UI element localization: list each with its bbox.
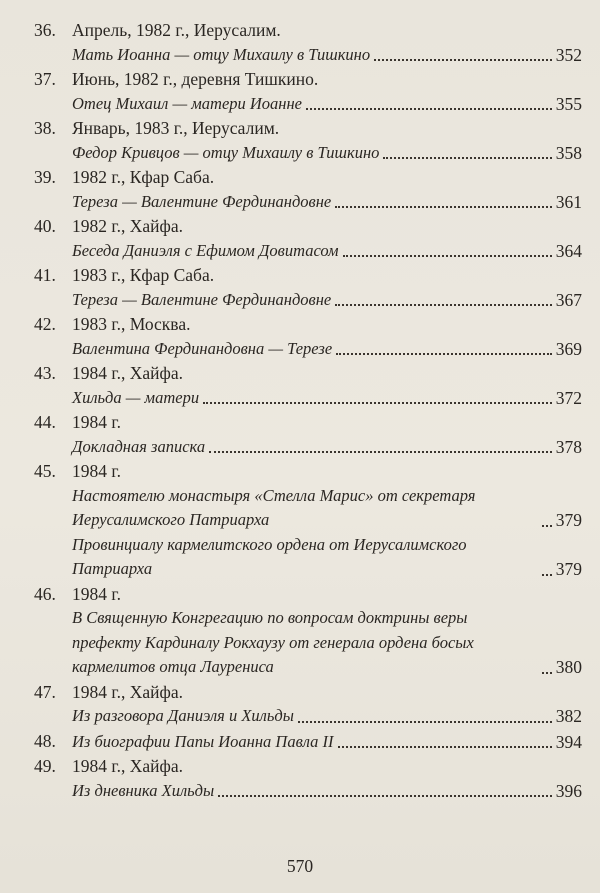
entry-number: 39. (34, 167, 56, 187)
toc-item[interactable] (72, 337, 582, 362)
dot-leader (338, 730, 552, 755)
entry-heading (34, 754, 582, 779)
entry-number: 38. (34, 118, 56, 138)
dot-leader (542, 508, 552, 533)
item-title: Валентина Фердинандовна — Терезе (72, 338, 333, 358)
entry-heading-text: 1984 г. (72, 583, 121, 604)
toc-entry (34, 165, 582, 214)
item-title: Из дневника Хильды (72, 780, 215, 800)
entry-number: 42. (34, 314, 56, 334)
toc-entry (34, 729, 582, 755)
item-page-number: 394 (555, 731, 582, 752)
toc-entry (34, 459, 582, 582)
entry-heading (34, 263, 582, 288)
entry-number: 46. (34, 583, 56, 604)
dot-leader (298, 704, 552, 729)
entry-heading-text: 1982 г., Кфар Саба. (72, 167, 215, 187)
item-title: Тереза — Валентине Фердинандовне (72, 289, 332, 309)
toc-entry (34, 67, 582, 116)
toc-entry (34, 410, 582, 459)
entry-heading (34, 165, 582, 190)
dot-leader (336, 337, 552, 362)
toc-item[interactable] (34, 729, 582, 755)
entry-number: 41. (34, 265, 56, 285)
toc-item[interactable] (72, 239, 582, 264)
item-page-number: 380 (555, 657, 582, 677)
entry-heading-text: 1984 г. (72, 412, 121, 432)
toc-item[interactable] (72, 141, 582, 166)
item-page-number: 358 (555, 142, 582, 163)
item-page-number: 364 (555, 240, 582, 261)
toc-item[interactable] (72, 43, 582, 68)
entry-number (34, 729, 72, 755)
item-title: Тереза — Валентине Фердинандовне (72, 191, 332, 211)
entry-heading-text: 1984 г., Хайфа. (72, 756, 183, 776)
entry-heading (34, 361, 582, 386)
entry-heading (34, 116, 582, 141)
toc-entry (34, 754, 582, 803)
page-number: 570 (286, 856, 314, 876)
toc-entry (34, 312, 582, 361)
entry-heading-text: 1984 г., Хайфа. (72, 681, 183, 702)
table-of-contents (34, 18, 582, 803)
dot-leader (306, 92, 552, 117)
item-title: Провинциалу кармелитского ордена от Иерусалимского Патриарха (72, 534, 467, 578)
entry-number: 44. (34, 412, 56, 432)
dot-leader (209, 435, 552, 460)
entry-heading (34, 312, 582, 337)
item-page-number: 367 (555, 289, 582, 310)
entry-number: 47. (34, 681, 56, 702)
item-page-number: 355 (555, 93, 582, 114)
dot-leader (542, 557, 552, 582)
toc-item[interactable] (72, 435, 582, 460)
item-page-number: 379 (555, 559, 582, 579)
entry-number-text: 48. (34, 730, 56, 751)
entry-number: 43. (34, 363, 56, 383)
item-title: Докладная записка (72, 436, 206, 456)
toc-entry (34, 263, 582, 312)
item-title: Отец Михаил — матери Иоанне (72, 93, 303, 113)
toc-entry (34, 361, 582, 410)
dot-leader (374, 43, 552, 68)
item-title: Беседа Даниэля с Ефимом Довитасом (72, 240, 339, 260)
entry-number: 49. (34, 756, 56, 776)
entry-heading-text: Апрель, 1982 г., Иерусалим. (72, 20, 281, 40)
toc-entry (34, 18, 582, 67)
entry-heading (34, 680, 582, 705)
item-title: В Священную Конгрегацию по вопросам доктрины веры префекту Кардиналу Рокхаузу от генерала ордена босых кармелитов отца Лаурениса (72, 608, 474, 676)
toc-item[interactable] (72, 704, 582, 729)
entry-heading (34, 410, 582, 435)
entry-number: 37. (34, 69, 56, 89)
dot-leader (203, 386, 552, 411)
dot-leader (343, 239, 552, 264)
entry-heading (34, 67, 582, 92)
toc-entry (34, 116, 582, 165)
item-title: Мать Иоанна — отцу Михаилу в Тишкино (72, 44, 371, 64)
entry-heading (34, 582, 582, 607)
toc-item[interactable] (72, 288, 582, 313)
item-page-number: 369 (555, 338, 582, 359)
dot-leader (335, 190, 552, 215)
entry-number: 40. (34, 216, 56, 236)
toc-entry (34, 680, 582, 729)
item-title: Федор Кривцов — отцу Михаилу в Тишкино (72, 142, 380, 162)
item-title: Из разговора Даниэля и Хильды (72, 706, 294, 725)
item-page-number: 352 (555, 44, 582, 65)
item-title: Хильда — матери (72, 387, 200, 407)
item-page-number: 396 (555, 780, 582, 801)
toc-entry (34, 214, 582, 263)
item-page-number: 379 (555, 510, 582, 530)
entry-heading (34, 214, 582, 239)
toc-item[interactable] (72, 484, 582, 533)
entry-number: 36. (34, 20, 56, 40)
toc-item[interactable] (72, 533, 582, 582)
item-page-number: 372 (555, 387, 582, 408)
toc-item[interactable] (72, 190, 582, 215)
toc-item[interactable] (72, 606, 582, 680)
dot-leader (383, 141, 551, 166)
toc-item[interactable] (72, 779, 582, 804)
toc-item[interactable] (72, 386, 582, 411)
dot-leader (335, 288, 552, 313)
entry-heading-text: 1982 г., Хайфа. (72, 216, 183, 236)
dot-leader (542, 655, 552, 680)
toc-entry (34, 582, 582, 680)
entry-number: 45. (34, 461, 56, 481)
toc-item[interactable] (72, 92, 582, 117)
item-title: Настоятелю монастыря «Стелла Марис» от секретаря Иерусалимского Патриарха (72, 485, 476, 529)
dot-leader (218, 779, 552, 804)
item-title: Из биографии Папы Иоанна Павла II (72, 731, 334, 751)
entry-heading-text: 1984 г., Хайфа. (72, 363, 183, 383)
entry-heading (34, 459, 582, 484)
entry-heading-text: 1984 г. (72, 461, 121, 481)
entry-heading (34, 18, 582, 43)
entry-heading-text: Июнь, 1982 г., деревня Тишкино. (72, 69, 319, 89)
item-page-number: 382 (555, 706, 582, 726)
entry-heading-text: 1983 г., Кфар Саба. (72, 265, 215, 285)
item-page-number: 361 (555, 191, 582, 212)
entry-heading-text: Январь, 1983 г., Иерусалим. (72, 118, 280, 138)
item-page-number: 378 (555, 436, 582, 457)
entry-heading-text: 1983 г., Москва. (72, 314, 191, 334)
